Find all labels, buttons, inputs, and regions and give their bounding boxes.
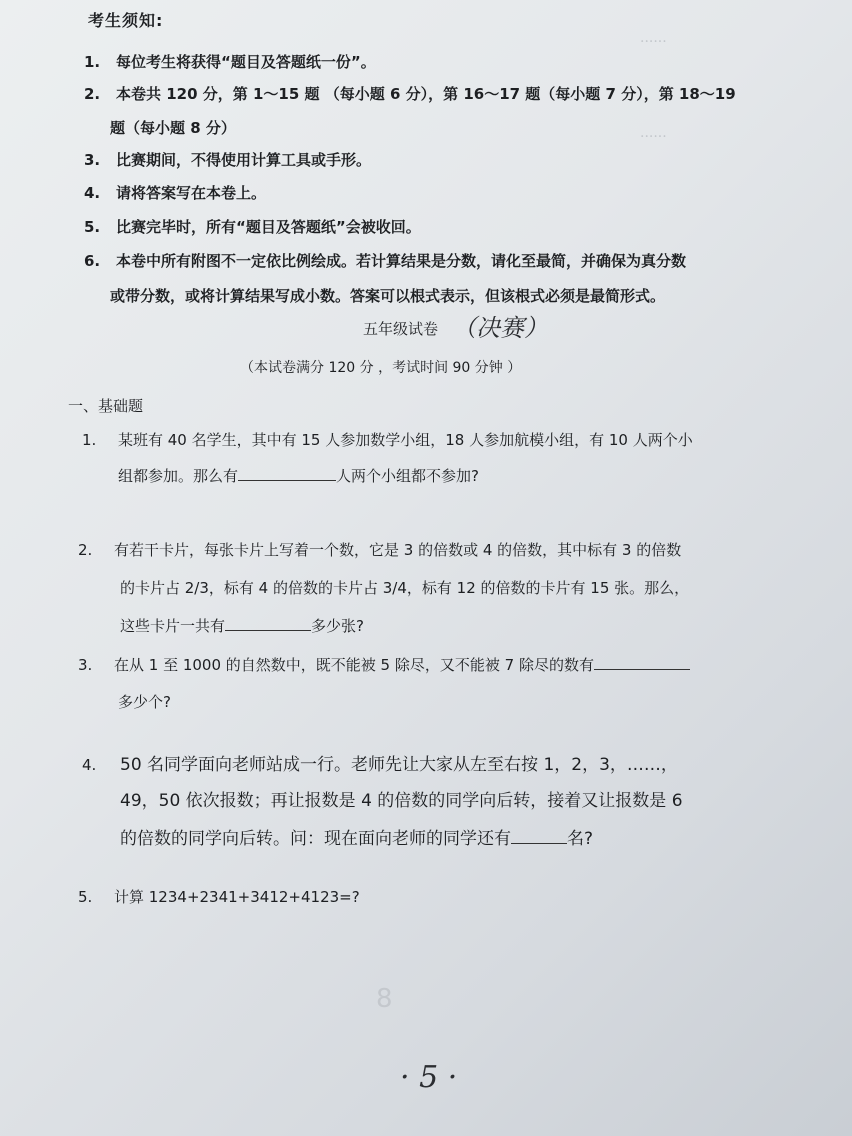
question-text: 人两个小组都不参加?: [336, 467, 479, 485]
question-4: [82, 755, 678, 775]
notice-continuation: 或带分数，或将计算结果写成小数。答案可以根式表示，但该根式必须是最简形式。: [110, 287, 666, 305]
bleed-through-text: ......: [640, 125, 667, 141]
notice-text: 本卷共 120 分，第 1～15 题 （每小题 6 分），第 16～17 题（每小题 7 分），第 18～19: [116, 85, 736, 103]
notice-item: [78, 82, 758, 106]
notice-number: 3.: [84, 151, 101, 169]
section-heading: 一、基础题: [68, 397, 144, 415]
notice-text: 比赛完毕时，所有“题目及答题纸”会被收回。: [116, 218, 421, 236]
question-2: [78, 540, 681, 560]
question-text: 的倍数的同学向后转。问：现在面向老师的同学还有: [120, 829, 511, 849]
notice-continuation: 题（每小题 8 分）: [110, 119, 236, 137]
notice-text: 每位考生将获得“题目及答题纸一份”。: [116, 53, 376, 71]
notice-number: 6.: [84, 252, 101, 270]
question-text: 计算 1234+2341+3412+4123=?: [114, 888, 360, 906]
question-4-line3: [120, 829, 593, 849]
question-3: [78, 655, 690, 675]
page-number: · 5 ·: [400, 1060, 458, 1095]
question-3-line2: 多少个?: [118, 693, 171, 711]
question-5: [78, 887, 360, 907]
notice-item: [78, 249, 758, 273]
question-text: 这些卡片一共有: [120, 617, 226, 635]
question-number: 1.: [82, 431, 97, 449]
question-text: 某班有 40 名学生，其中有 15 人参加数学小组，18 人参加航模小组，有 10 人两个小: [118, 431, 693, 449]
question-1-line2: [118, 466, 479, 486]
notice-number: 1.: [84, 53, 101, 71]
faint-bleed-mark: 8: [376, 984, 393, 1014]
exam-title: 五年级试卷: [363, 320, 439, 338]
notice-title: 考生须知:: [88, 11, 164, 30]
question-text: 50 名同学面向老师站成一行。老师先让大家从左至右按 1，2，3，……，: [120, 755, 678, 775]
notice-number: 4.: [84, 184, 101, 202]
question-1: [78, 430, 693, 450]
question-text: 在从 1 至 1000 的自然数中，既不能被 5 除尽，又不能被 7 除尽的数有: [114, 656, 594, 674]
notice-item: [78, 181, 758, 205]
notice-text: 比赛期间，不得使用计算工具或手形。: [116, 151, 372, 169]
question-number: 2.: [78, 541, 93, 559]
question-text: 名?: [567, 829, 594, 849]
notice-item: [78, 215, 758, 239]
notice-text: 请将答案写在本卷上。: [116, 184, 267, 202]
notice-item: [78, 148, 758, 172]
question-number: 3.: [78, 656, 93, 674]
question-2-line3: [120, 616, 364, 636]
exam-subtitle: （本试卷满分 120 分 ，考试时间 90 分钟 ）: [240, 360, 522, 376]
answer-blank[interactable]: [238, 466, 336, 481]
question-2-line2: 的卡片占 2/3，标有 4 的倍数的卡片占 3/4，标有 12 的倍数的卡片有 15 张。那么，: [120, 579, 690, 597]
handwritten-note: （决赛）: [452, 314, 548, 342]
notice-item: [78, 50, 758, 74]
question-4-line2: 49，50 依次报数；再让报数是 4 的倍数的同学向后转，接着又让报数是 6: [120, 791, 683, 811]
bleed-through-text: ......: [640, 30, 667, 46]
question-number: 4.: [82, 756, 97, 774]
question-text: 有若干卡片，每张卡片上写着一个数，它是 3 的倍数或 4 的倍数，其中标有 3 的倍数: [114, 541, 682, 559]
notice-number: 5.: [84, 218, 101, 236]
answer-blank[interactable]: [225, 616, 311, 631]
answer-blank[interactable]: [594, 655, 690, 670]
notice-number: 2.: [84, 85, 101, 103]
answer-blank[interactable]: [511, 829, 567, 844]
notice-text: 本卷中所有附图不一定依比例绘成。若计算结果是分数，请化至最简，并确保为真分数: [116, 252, 687, 270]
question-text: 组都参加。那么有: [118, 467, 239, 485]
question-text: 多少张?: [311, 617, 364, 635]
question-number: 5.: [78, 888, 93, 906]
